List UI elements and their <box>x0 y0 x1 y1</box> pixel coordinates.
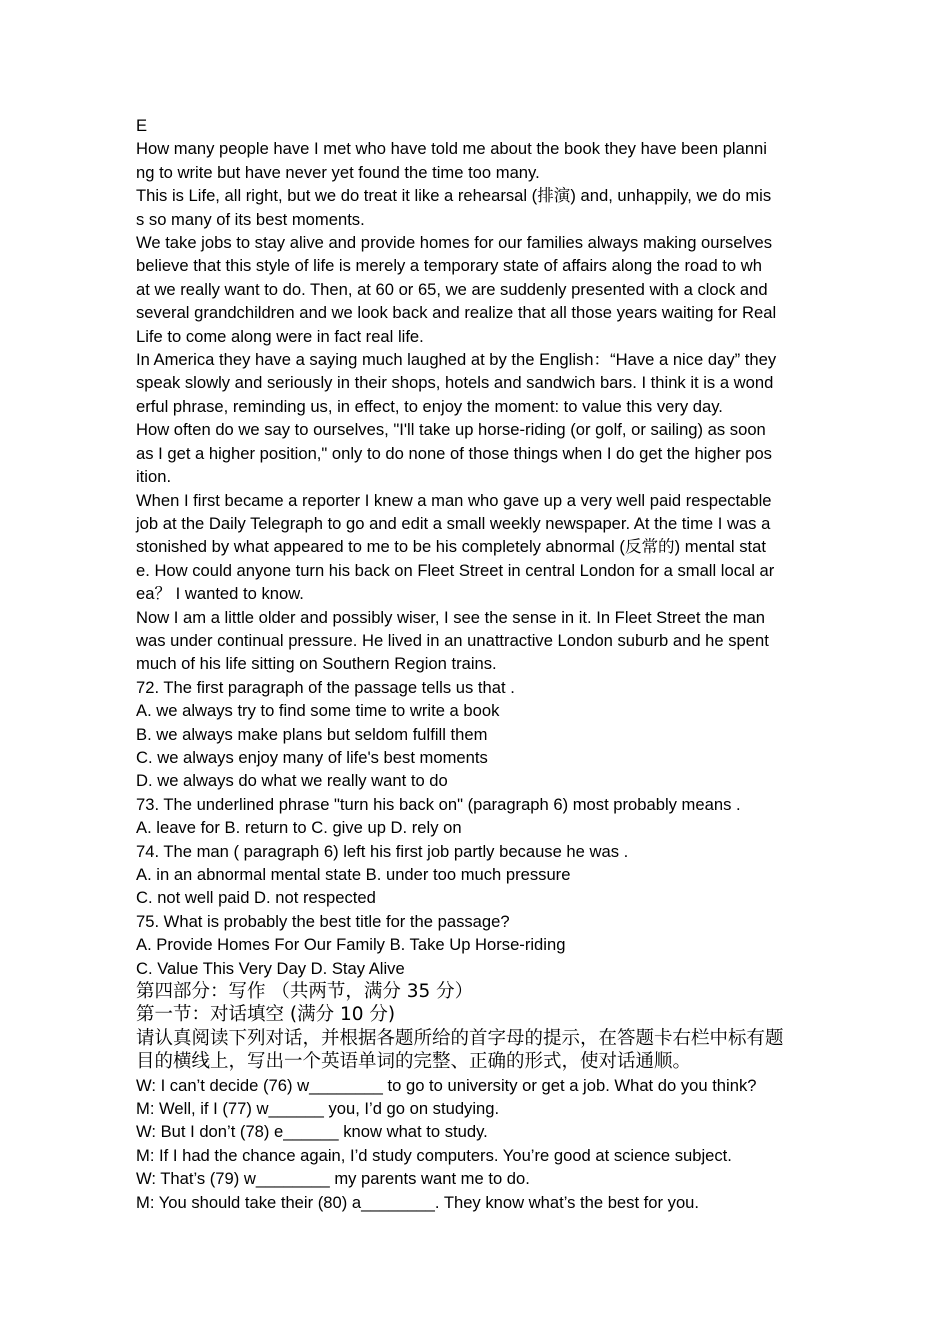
passage-line: as I get a higher position," only to do none of those things when I do get the higher pos <box>136 443 772 463</box>
passage-line: In America they have a saying much laughed at by the English：“Have a nice day” they <box>136 350 777 370</box>
passage-line: stonished by what appeared to me to be his completely abnormal (反常的) mental stat <box>136 537 766 557</box>
passage-line: Now I am a little older and possibly wiser, I see the sense in it. In Fleet Street the man <box>136 607 766 627</box>
passage-line: ea？ I wanted to know. <box>136 584 304 604</box>
passage-line: much of his life sitting on Southern Region trains. <box>136 654 497 674</box>
option-line: A. leave for B. return to C. give up D. rely on <box>136 818 462 838</box>
passage-line: believe that this style of life is merely a temporary state of affairs along the road to wh <box>136 256 762 276</box>
option-line: A. Provide Homes For Our Family B. Take Up Horse-riding <box>136 935 566 955</box>
dialogue-line: M: If I had the chance again, I’d study computers. You’re good at science subject. <box>136 1145 732 1165</box>
option-line: A. in an abnormal mental state B. under too much pressure <box>136 865 571 884</box>
passage-line: ng to write but have never yet found the time too many. <box>136 162 540 182</box>
question-72: 72. The first paragraph of the passage tells us that . <box>136 677 515 697</box>
option-line: C. not well paid D. not respected <box>136 888 376 908</box>
option-line: A. we always try to find some time to write a book <box>136 701 500 721</box>
passage-line: e. How could anyone turn his back on Fleet Street in central London for a small local ar <box>136 560 775 580</box>
passage-line: at we really want to do. Then, at 60 or 65, we are suddenly presented with a clock and <box>136 279 768 299</box>
section-title: 第四部分：写作 （共两节，满分 35 分） <box>136 981 474 1003</box>
passage-label: E <box>136 116 148 135</box>
passage-line: several grandchildren and we look back and realize that all those years waiting for Real <box>136 303 777 323</box>
passage-line: Life to come along were in fact real life. <box>136 326 424 346</box>
option-line: C. Value This Very Day D. Stay Alive <box>136 958 405 978</box>
question-73: 73. The underlined phrase "turn his back on" (paragraph 6) most probably means . <box>136 794 741 814</box>
reading-passage <box>136 114 816 676</box>
document-page <box>136 114 816 1214</box>
passage-line: How often do we say to ourselves, "I'll take up horse-riding (or golf, or sailing) as soon <box>136 420 766 440</box>
passage-line: job at the Daily Telegraph to go and edit a small weekly newspaper. At the time I was a <box>136 513 771 533</box>
dialogue-line: W: I can’t decide (76) w________ to go to university or get a job. What do you think? <box>136 1075 757 1095</box>
passage-line: This is Life, all right, but we do treat it like a rehearsal (排演) and, unhappily, we do mis <box>136 186 772 206</box>
option-line: C. we always enjoy many of life's best moments <box>136 747 488 767</box>
option-line: D. we always do what we really want to do <box>136 771 448 791</box>
dialogue-line: W: But I don’t (78) e______ know what to study. <box>136 1122 488 1142</box>
dialogue-block <box>136 1074 816 1214</box>
writing-section-header <box>136 980 816 1074</box>
questions-block <box>136 676 816 980</box>
passage-line: We take jobs to stay alive and provide homes for our families always making ourselves <box>136 233 773 253</box>
passage-line: erful phrase, reminding us, in effect, to enjoy the moment: to value this very day. <box>136 396 723 416</box>
passage-line: ition. <box>136 467 172 487</box>
question-74: 74. The man ( paragraph 6) left his first job partly because he was . <box>136 841 629 861</box>
question-75: 75. What is probably the best title for the passage? <box>136 911 510 931</box>
passage-line: When I first became a reporter I knew a man who gave up a very well paid respectable <box>136 490 772 510</box>
dialogue-line: M: Well, if I (77) w______ you, I’d go on studying. <box>136 1099 500 1119</box>
passage-line: How many people have I met who have told me about the book they have been planni <box>136 139 767 159</box>
option-line: B. we always make plans but seldom fulfill them <box>136 724 488 744</box>
dialogue-line: W: That’s (79) w________ my parents want me to do. <box>136 1169 530 1189</box>
passage-line: s so many of its best moments. <box>136 209 365 229</box>
dialogue-line: M: You should take their (80) a________. They know what’s the best for you. <box>136 1192 700 1212</box>
instruction-line: 请认真阅读下列对话，并根据各题所给的首字母的提示，在答题卡右栏中标有题 <box>136 1027 784 1049</box>
subsection-title: 第一节：对话填空 (满分 10 分) <box>136 1004 396 1026</box>
passage-line: was under continual pressure. He lived in an unattractive London suburb and he spent <box>136 630 769 650</box>
instruction-line: 目的横线上，写出一个英语单词的完整、正确的形式，使对话通顺。 <box>136 1051 692 1073</box>
passage-line: speak slowly and seriously in their shops, hotels and sandwich bars. I think it is a wond <box>136 373 774 393</box>
